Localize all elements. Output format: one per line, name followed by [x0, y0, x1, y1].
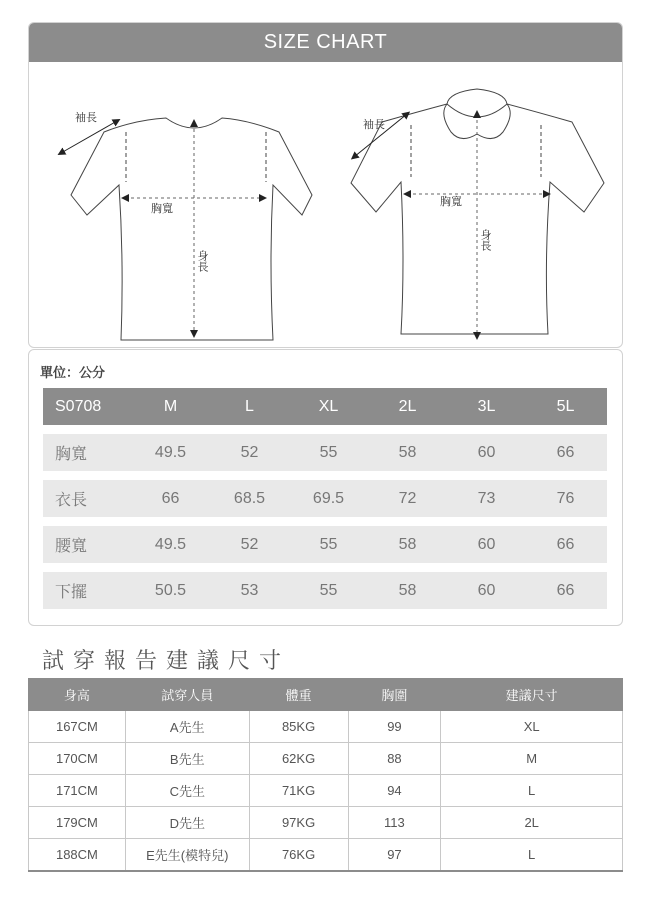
report-header-weight: 體重	[249, 679, 348, 711]
report-cell: 2L	[441, 807, 623, 839]
size-cell: 66	[556, 535, 575, 553]
report-cell: C先生	[125, 775, 249, 807]
report-cell: E先生(模特兒)	[125, 839, 249, 871]
report-cell: A先生	[125, 711, 249, 743]
report-row	[29, 743, 623, 775]
fitting-report-table	[28, 678, 623, 872]
report-cell: 76KG	[249, 839, 348, 871]
report-cell: 97KG	[249, 807, 348, 839]
report-cell: XL	[441, 711, 623, 743]
polo-chest-label: 胸寬	[440, 196, 462, 208]
size-row-label: 腰寬	[55, 538, 88, 555]
size-table	[43, 388, 607, 618]
report-cell: M	[441, 743, 623, 775]
size-table-row-waist	[43, 526, 607, 563]
size-cell: 52	[240, 443, 259, 461]
size-cell: 73	[477, 489, 496, 507]
size-header-cell: XL	[318, 397, 339, 415]
size-cell: 53	[240, 581, 259, 599]
size-cell: 52	[240, 535, 259, 553]
report-cell: D先生	[125, 807, 249, 839]
size-cell: 66	[556, 443, 575, 461]
size-chart-title: SIZE CHART	[29, 23, 622, 62]
size-header-cell: M	[163, 397, 178, 415]
size-header-cell: 3L	[477, 397, 496, 415]
report-cell: L	[441, 775, 623, 807]
report-cell: B先生	[125, 743, 249, 775]
size-row-label: 下擺	[55, 584, 88, 601]
size-cell: 58	[398, 535, 417, 553]
size-header-cell: 5L	[556, 397, 575, 415]
report-cell: 94	[348, 775, 441, 807]
report-header-height: 身高	[29, 679, 126, 711]
size-cell: 50.5	[154, 581, 187, 599]
report-cell: 188CM	[29, 839, 126, 871]
size-table-row-hem	[43, 572, 607, 609]
size-cell: 66	[161, 489, 180, 507]
size-cell: 49.5	[154, 535, 187, 553]
report-cell: 88	[348, 743, 441, 775]
report-row	[29, 775, 623, 807]
report-cell: L	[441, 839, 623, 871]
size-cell: 69.5	[312, 489, 345, 507]
report-header-suggested-size: 建議尺寸	[441, 679, 623, 711]
size-header-model: S0708	[55, 397, 102, 415]
report-cell: 97	[348, 839, 441, 871]
report-cell: 85KG	[249, 711, 348, 743]
tshirt-sleeve-arrow	[61, 121, 117, 153]
size-chart-diagram-card	[28, 22, 623, 348]
size-cell: 49.5	[154, 443, 187, 461]
size-cell: 60	[477, 581, 496, 599]
size-cell: 60	[477, 443, 496, 461]
size-cell: 55	[319, 535, 338, 553]
size-cell: 55	[319, 443, 338, 461]
report-cell: 62KG	[249, 743, 348, 775]
size-row-label: 衣長	[55, 492, 88, 509]
size-header-cell: 2L	[398, 397, 417, 415]
size-cell: 72	[398, 489, 417, 507]
report-row	[29, 711, 623, 743]
size-cell: 58	[398, 581, 417, 599]
fitting-report-title: 試穿報告建議尺寸	[42, 648, 291, 673]
size-cell: 66	[556, 581, 575, 599]
report-cell: 179CM	[29, 807, 126, 839]
report-cell: 167CM	[29, 711, 126, 743]
size-cell: 58	[398, 443, 417, 461]
size-table-card	[28, 349, 623, 626]
report-row	[29, 839, 623, 871]
report-cell: 113	[348, 807, 441, 839]
report-header-chest: 胸圍	[348, 679, 441, 711]
tshirt-length-label: 身長	[196, 250, 208, 272]
polo-sleeve-label: 袖長	[363, 119, 385, 131]
size-table-header	[43, 388, 607, 425]
report-cell: 171CM	[29, 775, 126, 807]
report-header-row	[29, 679, 623, 711]
tshirt-chest-label: 胸寬	[151, 203, 173, 215]
size-cell: 60	[477, 535, 496, 553]
report-cell: 99	[348, 711, 441, 743]
size-header-cell: L	[245, 397, 254, 415]
report-cell: 71KG	[249, 775, 348, 807]
report-header-person: 試穿人員	[125, 679, 249, 711]
report-cell: 170CM	[29, 743, 126, 775]
tshirt-outline	[71, 118, 312, 340]
size-row-label: 胸寬	[55, 446, 88, 463]
size-cell: 55	[319, 581, 338, 599]
polo-length-label: 身長	[479, 229, 491, 251]
size-cell: 68.5	[233, 489, 266, 507]
report-row	[29, 807, 623, 839]
size-table-row-length	[43, 480, 607, 517]
tshirt-sleeve-label: 袖長	[75, 112, 97, 124]
size-cell: 76	[556, 489, 575, 507]
size-table-row-chest	[43, 434, 607, 471]
garment-diagram	[29, 62, 623, 348]
unit-label: 單位：公分	[40, 365, 106, 380]
